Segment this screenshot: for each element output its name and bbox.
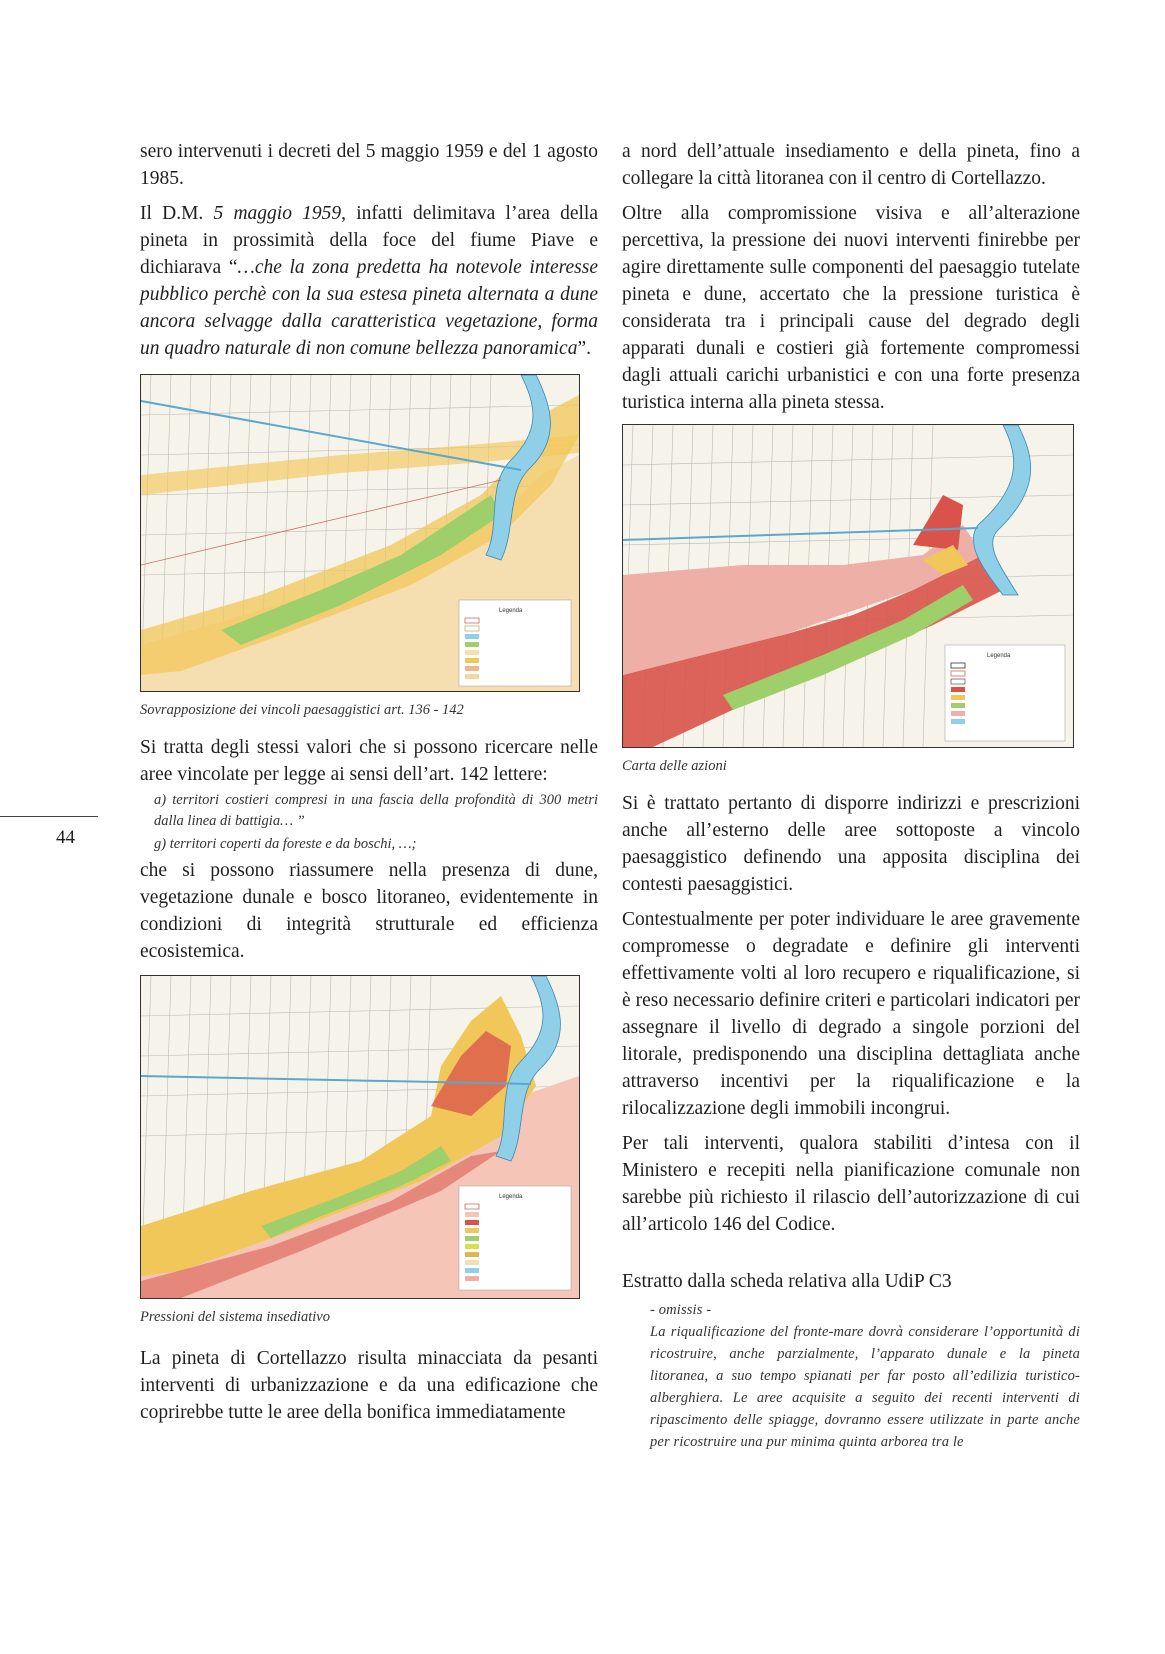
right-paragraph-5: Per tali interventi, qualora stabiliti d’intesa con il Ministero e recepiti nella pianificazione comunale non sarebbe più richiesto il rilascio dell’autorizzazione di cui all’articolo 146 del Codice. <box>622 1133 1080 1235</box>
map-vincoli-figure <box>140 374 580 692</box>
map-legend-title: Legenda <box>499 608 523 614</box>
right-column <box>622 138 1080 1453</box>
page-number: 44 <box>56 827 75 848</box>
map-legend-title: Legenda <box>499 1194 523 1200</box>
left-paragraph-1: sero intervenuti i decreti del 5 maggio 1959 e del 1 agosto 1985. <box>140 141 598 189</box>
margin-rule <box>0 816 98 817</box>
left-column <box>140 138 598 1426</box>
right-paragraph-4: Contestualmente per poter individuare le aree gravemente compromesse o degradate e definire gli interventi effettivamente volti al loro recupero e riqualificazione, si è reso necessario definire criteri e particolari indicatori per assegnare il livello di degrado a singole porzioni del litorale, predisponendo una disciplina dettagliata anche attraverso incentivi per la riqualificazione e la rilocalizzazione degli immobili incongrui. <box>622 909 1080 1119</box>
extract-text: La riqualificazione del fronte-mare dovrà considerare l’opportunità di ricostruire, anche parzialmente, l’apparato dunale e la pineta litoranea, a suo tempo spianati per far posto all’edilizia turistico-alberghiera. Le aree acquisite a seguito dei recenti interventi di ripascimento delle spiagge, dovranno essere utilizzate in parte anche per ricostruire una pur minima quinta arborea tra le <box>650 1324 1080 1450</box>
map-azioni <box>623 425 1073 747</box>
map-legend-title: Legenda <box>987 653 1011 659</box>
dm-date: 5 maggio 1959 <box>213 203 342 224</box>
list-item-g: g) territori coperti da foreste e da boschi, …; <box>154 836 417 852</box>
left-paragraph-2 <box>140 200 598 362</box>
dm-quote: …che la zona predetta ha notevole interesse pubblico perchè con la sua estesa pineta alternata a dune ancora selvagge dalla caratteristica vegetazione, forma un quadro naturale di non comune bellezza panoramica <box>140 257 599 359</box>
right-paragraph-1: a nord dell’attuale insediamento e della pineta, fino a collegare la città litoranea con il centro di Cortellazzo. <box>622 141 1080 189</box>
fig2-caption: Pressioni del sistema insediativo <box>140 1309 330 1325</box>
fig1-caption: Sovrapposizione dei vincoli paesaggistici art. 136 - 142 <box>140 702 464 718</box>
dm-text: , infatti delimitava l’area della pineta in prossimità della foce del fiume Piave e dichiarava “ <box>140 203 599 278</box>
right-paragraph-2: Oltre alla compromissione visiva e all’alterazione percettiva, la pressione dei nuovi interventi finirebbe per agire direttamente sulle componenti del paesaggio tutelate pineta e dune, accertato che la pressione turistica è considerata tra i principali cause del degrado degli apparati dunali e costieri già fortemente compromessi dagli attuali carichi urbanistici e con una forte presenza turistica interna alla pineta stessa. <box>622 203 1080 413</box>
left-paragraph-4: che si possono riassumere nella presenza di dune, vegetazione dunale e bosco litoraneo, evidentemente in condizioni di integrità strutturale ed efficienza ecosistemica. <box>140 860 598 962</box>
extract-title: Estratto dalla scheda relativa alla UdiP C3 <box>622 1271 952 1292</box>
map-pressioni-figure <box>140 975 580 1299</box>
extract-omissis: - omissis - <box>650 1302 712 1318</box>
right-paragraph-3: Si è trattato pertanto di disporre indirizzi e prescrizioni anche all’esterno delle aree sottoposte a vincolo paesaggistico definendo una apposita disciplina dei contesti paesaggistici. <box>622 793 1080 895</box>
dm-quote-end: ”. <box>577 338 591 359</box>
map-pressioni <box>141 976 579 1298</box>
list-item-a: a) territori costieri compresi in una fascia della profondità di 300 metri dalla linea di battigia… ” <box>154 792 598 829</box>
map-vincoli <box>141 375 579 691</box>
left-paragraph-5: La pineta di Cortellazzo risulta minacciata da pesanti interventi di urbanizzazione e da una edificazione che coprirebbe tutte le aree della bonifica immediatamente <box>140 1348 598 1423</box>
dm-prefix: Il D.M. <box>140 203 214 224</box>
left-paragraph-3: Si tratta degli stessi valori che si possono ricercare nelle aree vincolate per legge ai sensi dell’art. 142 lettere: <box>140 737 598 785</box>
fig3-caption: Carta delle azioni <box>622 758 727 774</box>
map-azioni-figure <box>622 424 1074 748</box>
